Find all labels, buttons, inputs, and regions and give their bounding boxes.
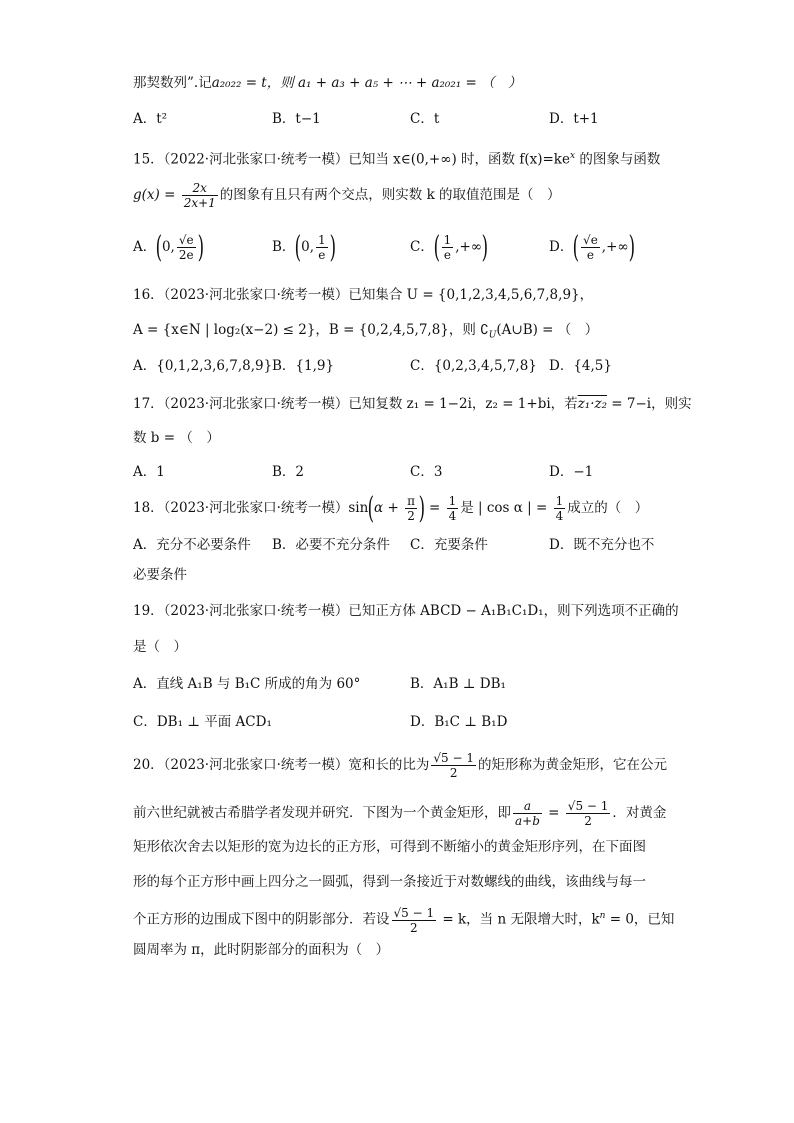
q20-stem-line4: 形的每个正方形中画上四分之一圆弧，得到一条接近于对数螺线的曲线，该曲线与每一 xyxy=(133,874,646,890)
q18-stem: 18．（2023·河北张家口·统考一模）sin(α + $\frac{\pi}{2}$ ) = $\frac{1}{4}$ 是 | cos α | = $\frac{1}{4}$ 成立的（ ） xyxy=(133,490,649,526)
q15-stem-line2: g(x) = $\frac{2x}{2x+1}$ 的图象有且只有两个交点，则实数 k 的取值范围是（ ） xyxy=(133,181,561,210)
q15-option-b[interactable]: B．(0, $\frac{1}{e}$ ) xyxy=(272,229,336,265)
q16-option-a[interactable]: A．{0,1,2,3,6,7,8,9} xyxy=(133,358,273,374)
q14-option-b[interactable]: B．t−1 xyxy=(272,111,321,127)
q15-option-d[interactable]: D．( $\frac{√e}{e}$ ,+∞) xyxy=(549,229,635,265)
q17-option-d[interactable]: D．−1 xyxy=(549,464,594,480)
q15-fraction: $\frac{2x}{2x+1}$ xyxy=(183,181,216,210)
q14-option-d[interactable]: D．t+1 xyxy=(549,111,599,127)
q18-option-c[interactable]: C．充要条件 xyxy=(410,537,488,553)
q16-option-d[interactable]: D．{4,5} xyxy=(549,358,612,374)
q17-stem-line1: 17．（2023·河北张家口·统考一模）已知复数 z₁ = 1−2i，z₂ = 1+bi，若z₁·z₂ = 7−i，则实 xyxy=(133,396,692,412)
q19-option-b[interactable]: B．A₁B ⊥ DB₁ xyxy=(410,676,506,692)
q20-stem-line3: 矩形依次舍去以矩形的宽为边长的正方形，可得到不断缩小的黄金矩形序列，在下面图 xyxy=(133,839,646,855)
q19-stem-line2: 是（ ） xyxy=(133,639,187,655)
q20-stem-line6: 圆周率为 π，此时阴影部分的面积为（ ） xyxy=(133,942,390,958)
q17-conjugate: z₁·z₂ xyxy=(577,396,608,412)
q16-stem-line2: A = {x∈N | log₂(x−2) ≤ 2}，B = {0,2,4,5,7,8}，则 $∁_U(A\cup B)$ = （ ） xyxy=(133,322,599,341)
q19-option-c[interactable]: C．DB₁ ⊥ 平面 ACD₁ xyxy=(133,714,272,730)
q19-option-d[interactable]: D．B₁C ⊥ B₁D xyxy=(410,714,508,730)
q18-option-d-wrap: 必要条件 xyxy=(133,567,187,583)
q18-option-b[interactable]: B．必要不充分条件 xyxy=(272,537,390,553)
q16-stem-line1: 16．（2023·河北张家口·统考一模）已知集合 U = {0,1,2,3,4,5,6,7,8,9}， xyxy=(133,287,594,303)
q14-option-c[interactable]: C．t xyxy=(410,111,440,127)
q15-option-c[interactable]: C．( $\frac{1}{e}$ ,+∞) xyxy=(410,229,489,265)
q20-stem-line2: 前六世纪就被古希腊学者发现并研究．下图为一个黄金矩形，即 $\frac{a}{a+b}$ = $\frac{√5 - 1}{2}$ ．对黄金 xyxy=(133,799,667,828)
q16-option-b[interactable]: B．{1,9} xyxy=(272,358,335,374)
q17-option-a[interactable]: A．1 xyxy=(133,464,165,480)
q15-stem-line1: 15．（2022·河北张家口·统考一模）已知当 x∈(0,+∞) 时，函数 $f(x)=ke^x$ 的图象与函数 xyxy=(133,151,661,168)
q18-option-a[interactable]: A．充分不必要条件 xyxy=(133,537,251,553)
q16-option-c[interactable]: C．{0,2,3,4,5,7,8} xyxy=(410,358,537,374)
q19-stem-line1: 19．（2023·河北张家口·统考一模）已知正方体 ABCD − A₁B₁C₁D₁，则下列选项不正确的 xyxy=(133,603,679,619)
q20-stem-line5: 个正方形的边围成下图中的阴影部分．若设 $\frac{√5 - 1}{2}$ = k，当 n 无限增大时，$k^n = 0$，已知 xyxy=(133,905,675,935)
q15-option-a[interactable]: A．(0, $\frac{√e}{2e}$ ) xyxy=(133,229,204,265)
q17-stem-line2: 数 b = （ ） xyxy=(133,430,220,446)
q19-option-a[interactable]: A．直线 A₁B 与 B₁C 所成的角为 60° xyxy=(133,676,361,692)
q17-option-b[interactable]: B．2 xyxy=(272,464,305,480)
q18-option-d[interactable]: D．既不充分也不 xyxy=(549,537,655,553)
q20-stem-line1: 20．（2023·河北张家口·统考一模）宽和长的比为 $\frac{√5 - 1}{2}$ 的矩形称为黄金矩形，它在公元 xyxy=(133,751,667,780)
q17-option-c[interactable]: C．3 xyxy=(410,464,443,480)
q14-option-a[interactable]: A．t² xyxy=(133,111,168,127)
q14-stem-tail: 那契数列”.记a₂₀₂₂ = t，则 a₁ + a₃ + a₅ + ⋯ + a₂₀₂₁ = （ ） xyxy=(133,75,522,91)
